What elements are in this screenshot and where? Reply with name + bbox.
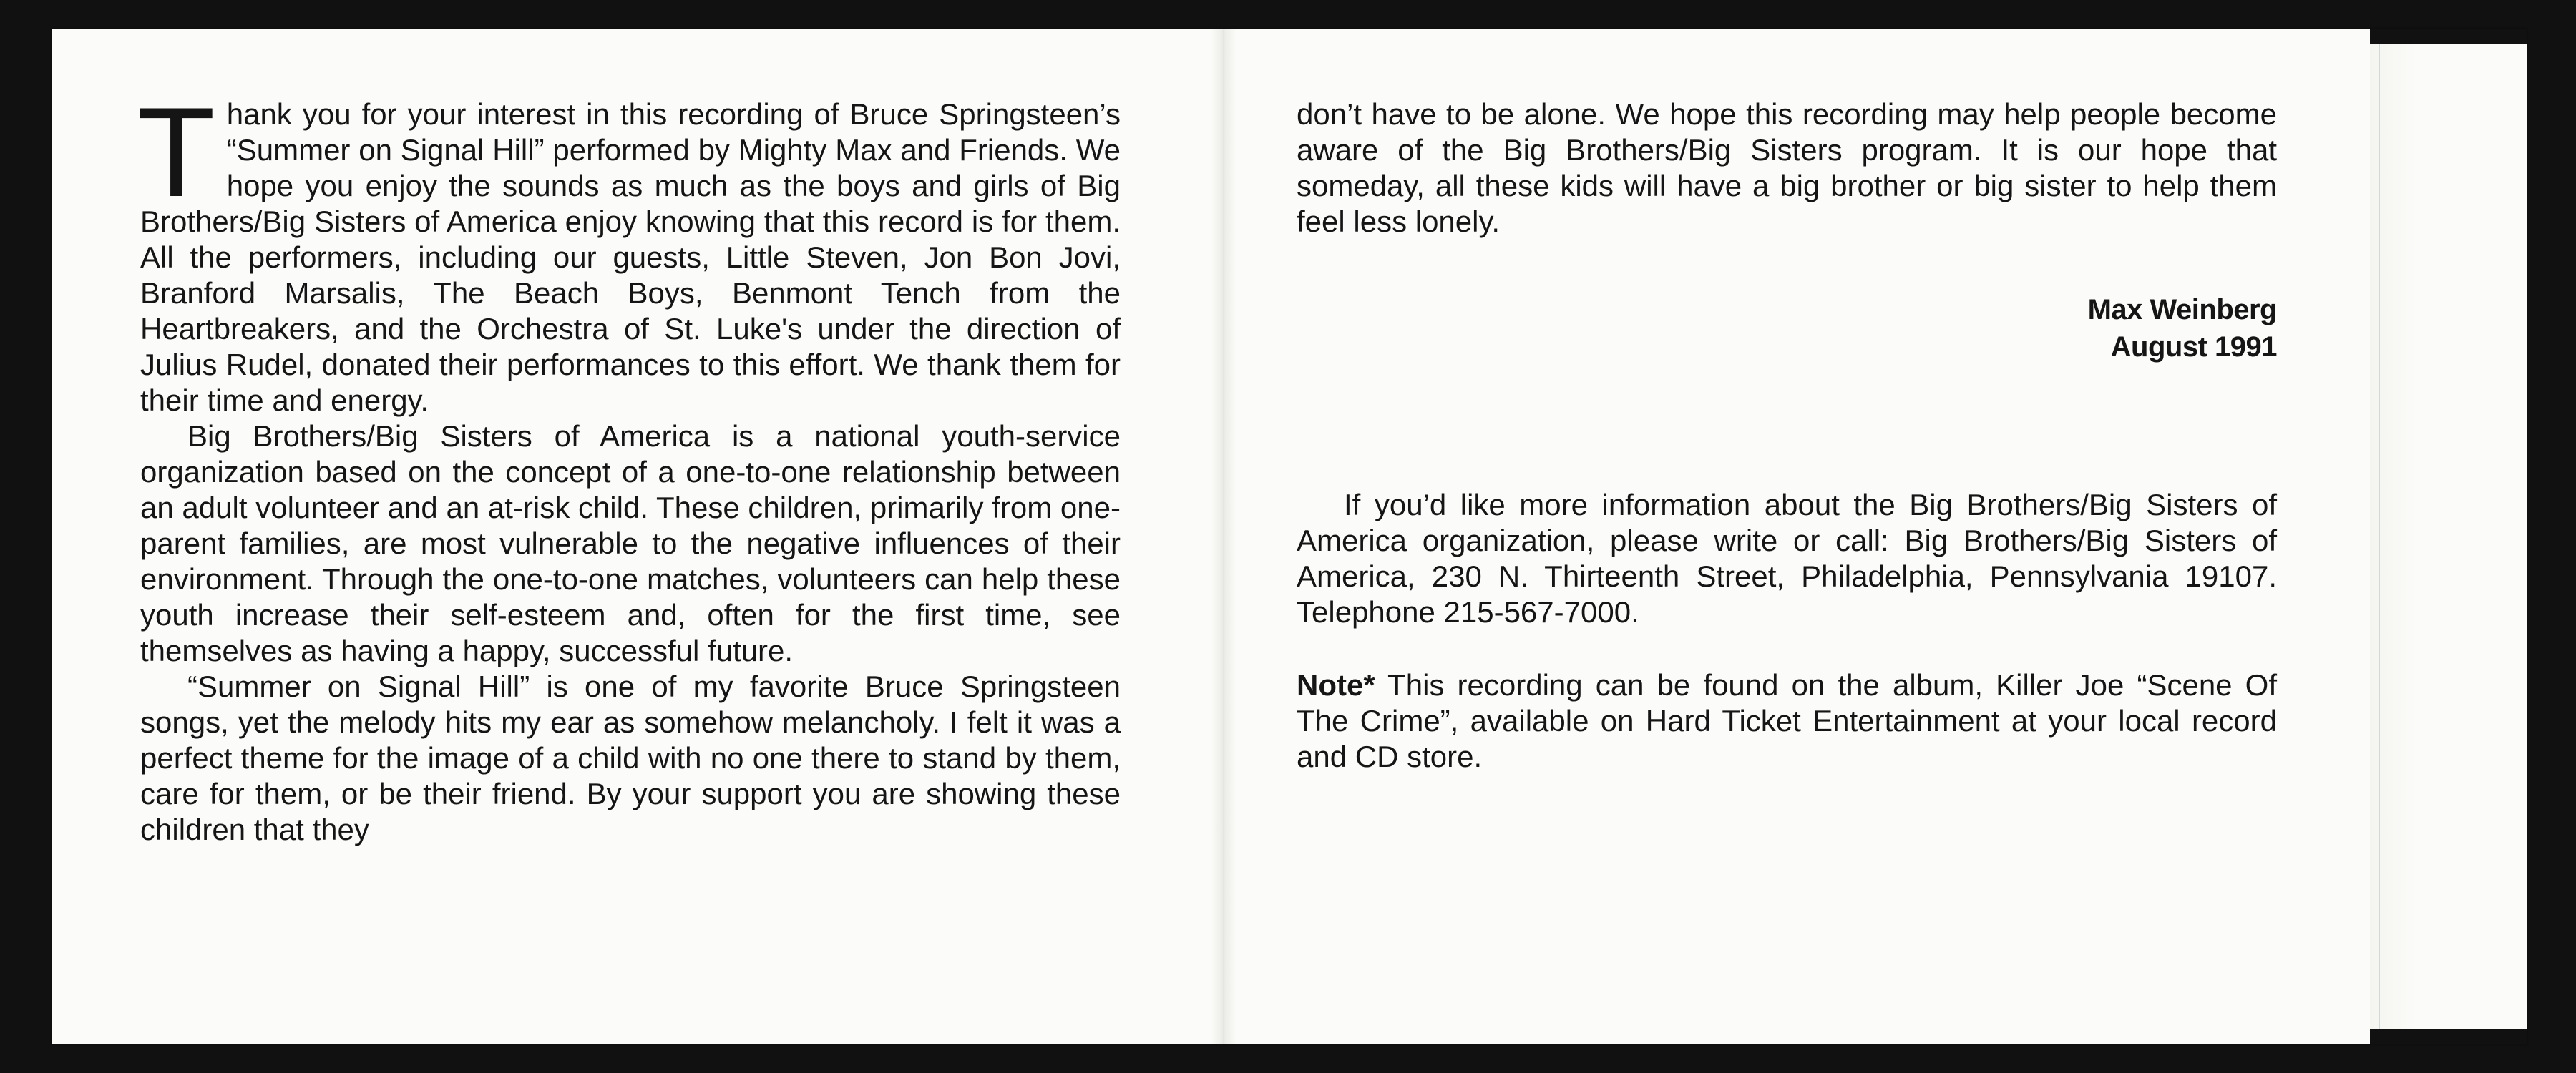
left-paragraph-2: Big Brothers/Big Sisters of America is a national youth-service organization based on the concept of a one-to-one relationship between an adult volunteer and an at-risk child. These children, primarily from one-parent families, are most vulnerable to the negative influences of their environment. Through the one-to-one matches, volunteers can help these youth increase their self-esteem and, often for the first time, see themselves as having a happy, successful future. [140,419,1121,667]
signature-name: Max Weinberg [2087,294,2277,325]
right-paragraph-1: don’t have to be alone. We hope this recording may help people become aware of the Big Brothers/Big Sisters program. It is our hope that someday, all these kids will have a big brother or big sister to help them feel less lonely. [1297,97,2277,238]
note-label: Note* [1297,668,1375,702]
left-paragraph-1 [137,81,1121,418]
note-paragraph [1297,667,2277,775]
side-flap [2370,29,2527,1044]
signature [1297,291,2277,366]
right-page-text [1297,97,2277,775]
info-paragraph: If you’d like more information about the Big Brothers/Big Sisters of America organization, please write or call: Big Brothers/Big Sisters of America, 230 N. Thirteenth Street, Philadelphia, Pennsylvania 19107. Telephone 215-567-7000. [1297,488,2277,629]
center-fold [1211,29,1236,1044]
flap-crease [2379,29,2380,1044]
drop-cap: T [137,81,215,223]
left-page-text [137,81,1121,848]
flap-notch-top [2370,29,2527,44]
left-paragraph-3: “Summer on Signal Hill” is one of my favorite Bruce Springsteen songs, yet the melody hits my ear as somehow melancholy. I felt it was a perfect theme for the image of a child with no one there to stand by them, care for them, or be their friend. By your support you are showing these children that they [140,670,1121,846]
note-text: This recording can be found on the album, Killer Joe “Scene Of The Crime”, available on Hard Ticket Entertainment at your local record and CD store. [1297,668,2277,773]
left-paragraph-1-text: hank you for your interest in this recording of Bruce Springsteen’s “Summer on Signal Hill” performed by Mighty Max and Friends. We hope you enjoy the sounds as much as the boys and girls of Big Brothers/Big Sisters of America enjoy knowing that this record is for them. All the performers, including our guests, Little Steven, Jon Bon Jovi, Branford Marsalis, The Beach Boys, Benmont Tench from the Heartbreakers, and the Orchestra of St. Luke's under the direction of Julius Rudel, donated their performances to this effort. We thank them for their time and energy. [140,97,1121,417]
flap-notch-bottom [2370,1029,2527,1044]
signature-date: August 1991 [2110,331,2277,363]
